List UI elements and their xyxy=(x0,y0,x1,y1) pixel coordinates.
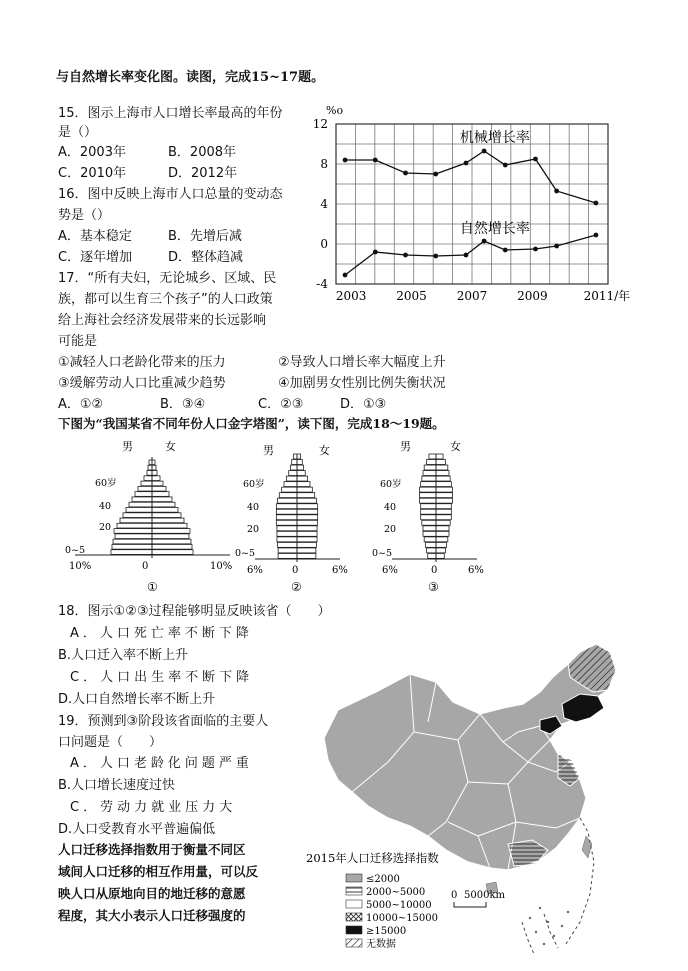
y-tick-label: 4 xyxy=(320,197,328,211)
x-tick-label: 2009 xyxy=(517,289,548,303)
q15-option-b[interactable]: B．2008年 xyxy=(168,145,237,160)
pyramid-bar-female xyxy=(436,520,450,525)
pyramid-bar-female xyxy=(436,537,448,542)
pyramid-bar-male xyxy=(278,542,297,547)
pyramid-bar-male xyxy=(427,548,436,553)
q17-option-b[interactable]: B．③④ xyxy=(160,397,206,412)
pyramid-bar-male xyxy=(135,492,152,497)
pyramid-3-axis-right: 6% xyxy=(468,565,484,576)
pyramid-bar-male xyxy=(147,471,152,476)
pyramid-bar-female xyxy=(152,550,193,555)
pyramid-bar-male xyxy=(282,487,297,492)
series-0-point xyxy=(464,161,469,166)
q16-stem-line2: 势是（） xyxy=(58,208,111,223)
q19-option-d[interactable]: D.人口受教育水平普遍偏低 xyxy=(58,822,216,837)
pyramid-bar-female xyxy=(152,502,175,507)
pyramid-1-female-label: 女 xyxy=(165,440,176,453)
pyramid-bar-female xyxy=(436,460,445,465)
pyramid-bar-female xyxy=(152,539,191,544)
pyramid-bar-male xyxy=(289,471,297,476)
pyramid-bar-male xyxy=(276,504,297,509)
q15-stem-line2: 是（） xyxy=(58,125,98,140)
q15-option-a[interactable]: A．2003年 xyxy=(58,145,126,160)
pyramid-bar-female xyxy=(297,542,316,547)
pyramid-2 xyxy=(235,443,348,594)
pyramid-bar-female xyxy=(297,504,318,509)
pyramid-bar-female xyxy=(436,498,453,503)
pyramid-1-axis-zero: 0 xyxy=(142,561,149,572)
pyramid-bar-male xyxy=(141,481,152,486)
pyramid-bar-male xyxy=(423,526,436,531)
pyramid-bar-male xyxy=(419,498,436,503)
pyramid-2-male-label: 男 xyxy=(263,444,274,457)
pyramid-3-age-0-5: 0~5 xyxy=(372,548,393,559)
legend-swatch-1 xyxy=(346,887,362,895)
series-label-mechanical: 机械增长率 xyxy=(459,130,530,146)
pyramid-2-age-40: 40 xyxy=(247,502,260,513)
pyramid-bar-female xyxy=(436,515,451,520)
pyramid-2-age-60: 60岁 xyxy=(243,479,265,490)
q16-stem-line1: 16．图中反映上海市人口总量的变动态 xyxy=(58,187,283,202)
migration-text-line2: 域间人口迁移的相互作用量，可以反 xyxy=(58,864,259,879)
series-1-point xyxy=(594,233,599,238)
pyramid-bar-female xyxy=(436,487,453,492)
series-1-point xyxy=(373,250,378,255)
pyramid-3-age-60: 60岁 xyxy=(380,479,402,490)
pyramid-bar-female xyxy=(436,454,443,459)
series-0-point xyxy=(554,189,559,194)
pyramid-bar-female xyxy=(152,492,169,497)
legend-label-4: ≥15000 xyxy=(366,926,407,937)
map-scale-zero: 0 xyxy=(451,890,458,901)
pyramid-bar-male xyxy=(132,497,152,502)
map-legend xyxy=(306,851,506,950)
pyramid-bar-female xyxy=(436,509,451,514)
pyramid-bar-male xyxy=(293,454,297,459)
q18-option-c[interactable]: C．人口出生率不断下降 xyxy=(70,670,254,685)
series-1-point xyxy=(533,247,538,252)
series-0-point xyxy=(433,172,438,177)
q16-option-d[interactable]: D．整体趋减 xyxy=(168,250,244,265)
pyramid-bar-female xyxy=(152,534,189,539)
pyramid-bar-female xyxy=(297,465,303,470)
map-scale-bar xyxy=(451,890,506,907)
pyramid-bar-male xyxy=(279,493,297,498)
population-pyramids xyxy=(55,432,485,597)
pyramid-bar-male xyxy=(425,542,436,547)
pyramid-bar-female xyxy=(436,542,447,547)
pyramid-bar-female xyxy=(297,531,317,536)
pyramid-bar-male xyxy=(278,553,297,558)
pyramid-bar-female xyxy=(436,471,449,476)
q16-option-c[interactable]: C．逐年增加 xyxy=(58,250,133,265)
q17-stem-line3: 给上海社会经济发展带来的长远影响 xyxy=(58,313,267,328)
pyramid-bar-female xyxy=(152,476,160,481)
pyramid-bar-male xyxy=(113,539,152,544)
pyramid-bar-female xyxy=(297,537,317,542)
series-1-point xyxy=(403,253,408,258)
pyramid-bar-female xyxy=(436,476,450,481)
series-0-point xyxy=(594,201,599,206)
legend-swatch-5 xyxy=(346,939,362,947)
pyramid-bar-female xyxy=(152,523,187,528)
series-0-point xyxy=(343,158,348,163)
pyramid-bar-male xyxy=(126,508,152,513)
pyramid-1-age-60: 60岁 xyxy=(95,478,117,489)
series-0-point xyxy=(403,171,408,176)
growth-rate-chart xyxy=(300,100,631,310)
y-tick-label: -4 xyxy=(316,277,328,291)
series-0-point xyxy=(533,157,538,162)
pyramid-bar-male xyxy=(278,498,297,503)
pyramid-bar-female xyxy=(152,465,156,470)
pyramid-1-axis-right: 10% xyxy=(210,561,233,572)
legend-swatch-3 xyxy=(346,913,362,921)
q19-option-b[interactable]: B.人口增长速度过快 xyxy=(58,778,176,793)
series-1-point xyxy=(433,254,438,259)
legend-label-0: ≤2000 xyxy=(366,874,400,885)
pyramid-2-axis-left: 6% xyxy=(247,565,263,576)
pyramid-2-caption: ② xyxy=(291,580,302,594)
legend-label-1: 2000~5000 xyxy=(366,887,426,898)
pyramid-bar-male xyxy=(112,544,152,549)
pyramid-1-age-40: 40 xyxy=(99,501,112,512)
pyramid-3-caption: ③ xyxy=(428,580,439,594)
pyramid-bar-male xyxy=(419,487,436,492)
q15-option-d[interactable]: D．2012年 xyxy=(168,166,238,181)
pyramid-3-axis-zero: 0 xyxy=(431,565,438,576)
pyramid-bar-male xyxy=(423,531,436,536)
x-tick-label: 2007 xyxy=(456,289,488,303)
pyramid-bar-female xyxy=(297,515,318,520)
q16-option-b[interactable]: B．先增后减 xyxy=(168,229,242,244)
pyramid-bar-male xyxy=(277,537,297,542)
q17-item-3: ③缓解劳动人口比重减少趋势 xyxy=(58,376,226,391)
legend-swatch-4 xyxy=(346,926,362,934)
migration-text-line4: 程度，其大小表示人口迁移强度的 xyxy=(58,908,246,923)
legend-label-3: 10000~15000 xyxy=(366,913,439,924)
pyramid-3-axis-left: 6% xyxy=(382,565,398,576)
pyramid-bar-female xyxy=(297,460,302,465)
pyramid-bar-female xyxy=(297,509,318,514)
pyramid-bar-male xyxy=(114,529,152,534)
series-0-point xyxy=(503,163,508,168)
series-line-0 xyxy=(345,151,596,203)
pyramid-bar-female xyxy=(152,544,192,549)
pyramid-bar-male xyxy=(421,504,436,509)
map-title: 2015年人口迁移选择指数 xyxy=(306,851,439,865)
pyramid-bar-female xyxy=(152,471,157,476)
series-1-point xyxy=(554,244,559,249)
pyramid-bar-male xyxy=(277,531,297,536)
q18-option-d[interactable]: D.人口自然增长率不断上升 xyxy=(58,692,216,707)
pyramid-1 xyxy=(65,439,232,594)
series-line-1 xyxy=(345,235,596,275)
pyramid-bar-female xyxy=(436,493,453,498)
pyramid-bar-male xyxy=(286,476,297,481)
pyramid-1-age-0-5: 0~5 xyxy=(65,545,86,556)
pyramid-bar-female xyxy=(297,526,317,531)
pyramid-bar-male xyxy=(422,476,436,481)
pyramid-bar-female xyxy=(152,513,181,518)
pyramid-bar-male xyxy=(291,465,297,470)
pyramid-bar-male xyxy=(123,513,152,518)
pyramid-bar-male xyxy=(428,553,436,558)
pyramid-bar-male xyxy=(148,465,152,470)
pyramid-bar-male xyxy=(292,460,297,465)
pyramid-bar-female xyxy=(152,481,163,486)
pyramid-2-axis-right: 6% xyxy=(332,565,348,576)
x-tick-label: 2011/年 xyxy=(583,289,631,303)
x-tick-label: 2005 xyxy=(396,289,427,303)
q19-stem-line2: 口问题是（ ） xyxy=(58,735,163,750)
pyramid-3-female-label: 女 xyxy=(450,440,461,453)
pyramid-bar-female xyxy=(297,493,315,498)
pyramid-bar-male xyxy=(424,537,436,542)
pyramid-bar-female xyxy=(436,465,448,470)
q19-option-a[interactable]: A．人口老龄化问题严重 xyxy=(70,756,253,771)
q18-option-b[interactable]: B.人口迁入率不断上升 xyxy=(58,648,189,663)
pyramid-bar-female xyxy=(436,531,449,536)
legend-swatch-2 xyxy=(346,900,362,908)
pyramid-bar-female xyxy=(152,529,190,534)
q15-stem-line1: 15．图示上海市人口增长率最高的年份 xyxy=(58,106,283,121)
chart-grid xyxy=(336,124,608,284)
y-tick-label: 8 xyxy=(320,157,328,171)
pyramid-bar-female xyxy=(436,504,451,509)
pyramid-3-age-20: 20 xyxy=(384,524,397,535)
q17-option-d[interactable]: D．①③ xyxy=(340,397,387,412)
pyramid-bar-male xyxy=(421,482,436,487)
pyramid-bar-female xyxy=(297,476,308,481)
pyramid-bar-male xyxy=(429,454,436,459)
y-tick-label: 12 xyxy=(312,117,328,131)
series-label-natural: 自然增长率 xyxy=(459,221,530,237)
q16-option-a[interactable]: A．基本稳定 xyxy=(58,229,132,244)
pyramid-1-age-20: 20 xyxy=(99,522,112,533)
pyramid-bar-male xyxy=(276,509,297,514)
q17-stem-line4: 可能是 xyxy=(58,334,98,349)
pyramid-bar-female xyxy=(297,471,305,476)
q17-stem-line2: 族，都可以生育三个孩子”的人口政策 xyxy=(58,292,273,307)
pyramid-bar-male xyxy=(111,550,152,555)
q19-option-c[interactable]: C．劳动力就业压力大 xyxy=(70,800,237,815)
pyramid-bar-male xyxy=(278,548,297,553)
pyramid-bar-male xyxy=(427,460,436,465)
pyramid-bar-male xyxy=(144,476,152,481)
x-tick-label: 2003 xyxy=(335,289,367,303)
pyramid-bar-male xyxy=(138,486,152,491)
pyramid-intro: 下图为“我国某省不同年份人口金字塔图”，读下图，完成18～19题。 xyxy=(58,416,445,431)
q18-stem: 18．图示①②③过程能够明显反映该省（ ） xyxy=(58,604,331,619)
pyramid-bar-male xyxy=(424,465,436,470)
pyramid-bar-female xyxy=(297,548,316,553)
q17-item-2: ②导致人口增长率大幅度上升 xyxy=(278,355,446,370)
y-tick-label: 0 xyxy=(320,237,328,251)
pyramid-3-male-label: 男 xyxy=(400,440,411,453)
legend-swatch-0 xyxy=(346,874,362,882)
pyramid-2-axis-zero: 0 xyxy=(292,565,299,576)
pyramid-bar-female xyxy=(436,548,445,553)
pyramid-1-male-label: 男 xyxy=(122,440,133,453)
pyramid-bar-male xyxy=(423,471,436,476)
pyramid-bar-female xyxy=(152,486,166,491)
q18-option-a[interactable]: A．人口死亡率不断下降 xyxy=(70,626,253,641)
legend-label-2: 5000~10000 xyxy=(366,900,432,911)
pyramid-3-age-40: 40 xyxy=(384,502,397,513)
pyramid-bar-male xyxy=(115,534,152,539)
pyramid-bar-male xyxy=(277,526,297,531)
pyramid-bar-male xyxy=(421,515,436,520)
series-0-point xyxy=(373,158,378,163)
pyramid-bar-female xyxy=(152,497,172,502)
pyramid-bar-female xyxy=(436,482,451,487)
migration-text-line3: 映人口从原地向目的地迁移的意愿 xyxy=(58,886,246,901)
q17-option-a[interactable]: A．①② xyxy=(58,397,104,412)
map-islands xyxy=(529,907,569,945)
pyramid-bar-male xyxy=(117,523,152,528)
pyramid-bar-female xyxy=(152,518,184,523)
pyramid-bar-male xyxy=(421,509,436,514)
pyramid-bar-female xyxy=(297,553,316,558)
pyramid-3 xyxy=(372,439,484,594)
pyramid-bar-male xyxy=(422,520,436,525)
series-1-point xyxy=(343,273,348,278)
pyramid-bar-female xyxy=(436,553,444,558)
pyramid-bar-female xyxy=(436,526,449,531)
q17-item-4: ④加剧男女性别比例失衡状况 xyxy=(278,376,446,391)
intro-line: 与自然增长率变化图。读图，完成15~17题。 xyxy=(56,70,325,85)
pyramid-bar-male xyxy=(120,518,152,523)
series-0-point xyxy=(482,149,487,154)
pyramid-1-axis-left: 10% xyxy=(69,561,92,572)
pyramid-2-age-0-5: 0~5 xyxy=(235,548,256,559)
q15-option-c[interactable]: C．2010年 xyxy=(58,166,127,181)
pyramid-2-age-20: 20 xyxy=(247,524,260,535)
pyramid-1-caption: ① xyxy=(147,580,158,594)
series-1-point xyxy=(464,253,469,258)
pyramid-bar-female xyxy=(297,498,316,503)
pyramid-bar-male xyxy=(276,520,297,525)
migration-text-line1: 人口迁移选择指数用于衡量不同区 xyxy=(58,842,246,857)
pyramid-bar-female xyxy=(152,508,178,513)
q17-stem-line1: 17．“所有夫妇，无论城乡、区域、民 xyxy=(58,271,277,286)
series-1-point xyxy=(503,248,508,253)
pyramid-bar-female xyxy=(297,520,318,525)
q17-option-c[interactable]: C．②③ xyxy=(258,397,304,412)
pyramid-bar-female xyxy=(297,454,301,459)
series-1-point xyxy=(482,239,487,244)
pyramid-bar-female xyxy=(297,487,312,492)
chart-y-unit-label: %o xyxy=(326,104,344,117)
pyramid-2-female-label: 女 xyxy=(319,444,330,457)
legend-label-5: 无数据 xyxy=(366,939,396,950)
pyramid-bar-male xyxy=(419,493,436,498)
pyramid-bar-male xyxy=(129,502,152,507)
pyramid-bar-male xyxy=(284,482,297,487)
pyramid-bar-male xyxy=(276,515,297,520)
q19-stem-line1: 19．预测到③阶段该省面临的主要人 xyxy=(58,714,269,729)
pyramid-bar-female xyxy=(297,482,310,487)
migration-index-map xyxy=(306,622,638,960)
q17-item-1: ①减轻人口老龄化带来的压力 xyxy=(58,355,226,370)
map-scale-label: 5000km xyxy=(464,890,505,901)
